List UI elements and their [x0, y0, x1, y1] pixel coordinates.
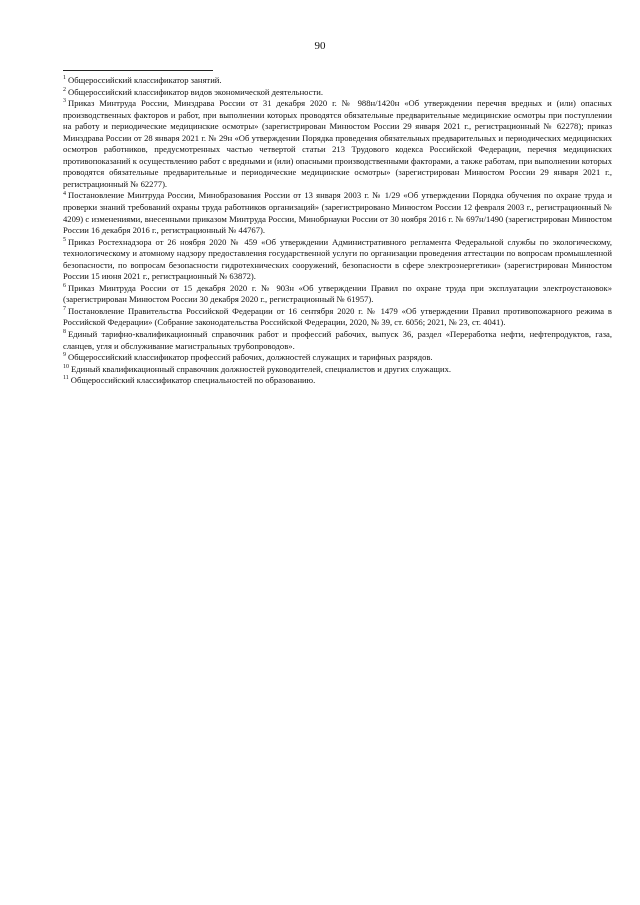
footnote-text: Общероссийский классификатор видов экономической деятельности.	[68, 86, 323, 97]
footnote-text: Приказ Минтруда России от 15 декабря 2020 г. № 903н «Об утверждении Правил по охране труда при эксплуатации электроустановок» (зарегистрирован Минюстом России 30 декабря 2020 г., регистрационный № 61957).	[63, 282, 612, 305]
footnote-number: 8	[63, 329, 66, 336]
footnote	[63, 375, 612, 387]
footnote-number: 2	[63, 86, 66, 93]
footnote-number: 11	[63, 375, 69, 382]
footnote	[63, 190, 612, 236]
footnote-text: Единый квалификационный справочник должностей руководителей, специалистов и других служащих.	[71, 363, 452, 374]
footnote-number: 6	[63, 282, 66, 289]
footnote-separator	[63, 70, 213, 71]
footnote-number: 1	[63, 75, 66, 82]
footnote	[63, 283, 612, 306]
footnote-text: Приказ Ростехнадзора от 26 ноября 2020 № 459 «Об утверждении Административного регламента Федеральной службы по экологическому, технологическому и атомному надзору предоставления государственной услуги по организации проведения аттестации по вопросам промышленной безопасности, по вопросам безопасности гидротехнических сооружений, безопасности в сфере электроэнергетики» (зарегистрирован Минюстом России 15 июня 2021 г., регистрационный № 63872).	[63, 236, 612, 282]
footnote-number: 7	[63, 306, 66, 313]
footnote-number: 10	[63, 363, 69, 370]
footnote	[63, 352, 612, 364]
footnote	[63, 75, 612, 87]
footnote	[63, 237, 612, 283]
footnote	[63, 87, 612, 99]
footnote-text: Общероссийский классификатор профессий рабочих, должностей служащих и тарифных разрядов.	[68, 352, 433, 363]
footnote-text: Единый тарифно-квалификационный справочник работ и профессий рабочих, выпуск 36, раздел «Переработка нефти, нефтепродуктов, газа, сланцев, угля и обслуживание магистральных трубопроводов».	[63, 329, 612, 351]
footnote-text: Общероссийский классификатор занятий.	[68, 75, 222, 85]
footnote	[63, 329, 612, 352]
footnote-text: Постановление Правительства Российской Федерации от 16 сентября 2020 г. № 1479 «Об утверждении Правил противопожарного режима в Российской Федерации» (Собрание законодательства Российской Федерации, 2020, № 39, ст. 6056; 2021, № 23, ст. 4041).	[63, 305, 612, 328]
footnote-number: 9	[63, 352, 66, 359]
footnote-number: 4	[63, 190, 66, 197]
footnote-text: Приказ Минтруда России, Минздрава России от 31 декабря 2020 г. № 988н/1420н «Об утверждении перечня вредных и (или) опасных производственных факторов и работ, при выполнении которых проводятся обязательные предварительные медицинские осмотры при поступлении на работу и периодические медицинские осмотры» (зарегистрирован Минюстом России 29 января 2021 г., регистрационный № 62278); приказ Минздрава России от 28 января 2021 г. № 29н «Об утверждении Порядка проведения обязательных предварительных и периодических медицинских осмотров работников, предусмотренных частью четвертой статьи 213 Трудового кодекса Российской Федерации, перечня медицинских противопоказаний к осуществлению работ с вредными и (или) опасными производственными факторами, а также работам, при выполнении которых проводятся обязательные предварительные и периодические медицинские осмотры» (зарегистрирован Минюстом России 29 января 2021 г., регистрационный № 62277).	[63, 98, 612, 189]
footnote	[63, 364, 612, 376]
footnote-number: 5	[63, 236, 66, 243]
page-number: 90	[314, 40, 326, 52]
footnote-number: 3	[63, 98, 66, 105]
footnotes-section	[63, 75, 612, 387]
footnote-text: Общероссийский классификатор специальностей по образованию.	[70, 375, 316, 386]
footnote	[63, 306, 612, 329]
footnote	[63, 98, 612, 190]
footnote-text: Постановление Минтруда России, Минобразования России от 13 января 2003 г. № 1/29 «Об утверждении Порядка обучения по охране труда и проверки знаний требований охраны труда работников организаций» (зарегистрировано Минюстом России 12 февраля 2003 г., регистрационный № 4209) с изменениями, внесенными приказом Минтруда России, Минобрнауки России от 30 ноября 2016 г. № 697н/1490 (зарегистрирован Минюстом России 16 декабря 2016 г., регистрационный № 44767).	[63, 190, 612, 236]
